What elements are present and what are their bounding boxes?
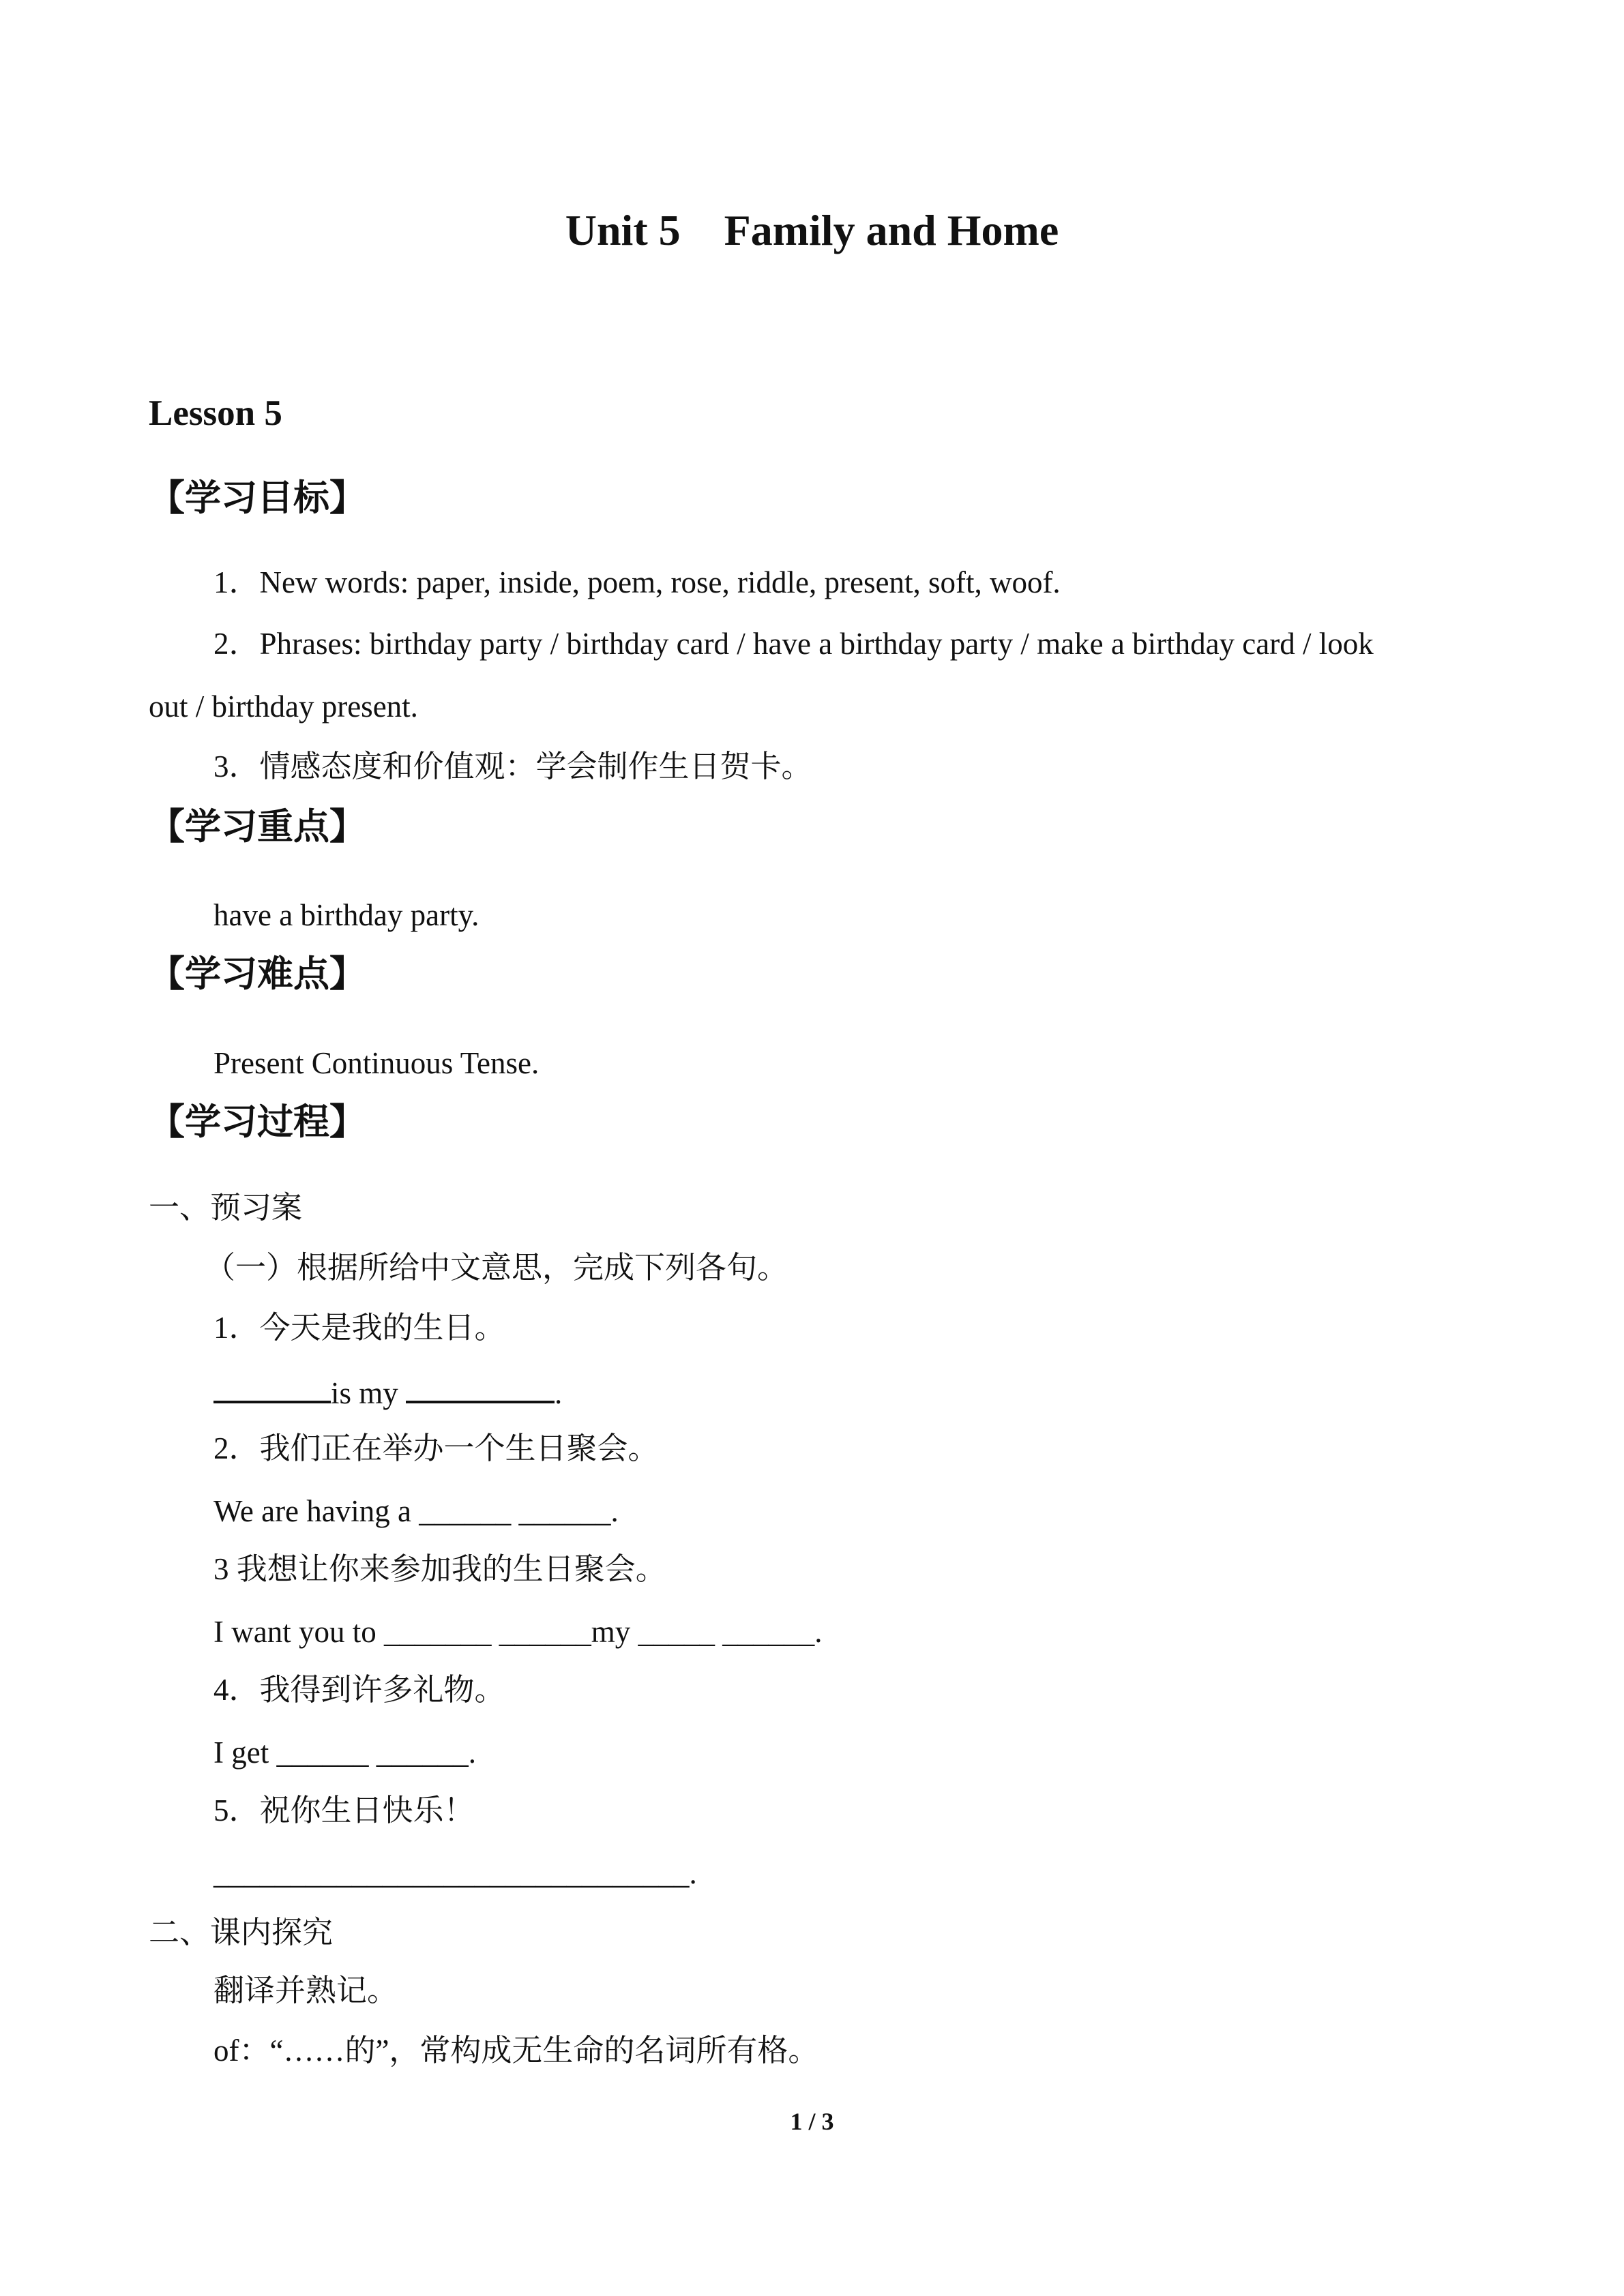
objective-item: 1．New words: paper, inside, poem, rose, riddle, present, soft, woof. bbox=[213, 565, 1061, 599]
difficulties-heading: 【学习难点】 bbox=[149, 955, 366, 994]
key-points-text: have a birthday party. bbox=[213, 898, 479, 932]
preview-part-title: 一、预习案 bbox=[149, 1191, 303, 1225]
answer-blank[interactable] bbox=[213, 1371, 331, 1403]
question-1-chinese: 1．今天是我的生日。 bbox=[213, 1311, 505, 1345]
question-4-english: I get ______ ______. bbox=[213, 1735, 476, 1770]
process-heading: 【学习过程】 bbox=[149, 1103, 366, 1142]
inquiry-instruction: 翻译并熟记。 bbox=[213, 1973, 398, 2008]
objective-item: 3．情感态度和价值观：学会制作生日贺卡。 bbox=[213, 749, 812, 784]
question-2-chinese: 2．我们正在举办一个生日聚会。 bbox=[213, 1431, 659, 1465]
objective-item: 2．Phrases: birthday party / birthday card / have a birthday party / make a birthday card / look bbox=[213, 627, 1374, 661]
objective-item-continued: out / birthday present. bbox=[149, 689, 418, 724]
preview-instruction: （一）根据所给中文意思，完成下列各句。 bbox=[205, 1251, 788, 1285]
question-5-chinese: 5．祝你生日快乐！ bbox=[213, 1793, 475, 1828]
page-title: Unit 5 Family and Home bbox=[565, 206, 1059, 254]
question-1-english bbox=[213, 1371, 562, 1414]
objectives-heading: 【学习目标】 bbox=[149, 479, 366, 518]
question-1-text: is my bbox=[331, 1376, 398, 1410]
question-5-english: _______________________________. bbox=[213, 1856, 697, 1890]
inquiry-part-title: 二、课内探究 bbox=[149, 1915, 334, 1950]
question-4-chinese: 4．我得到许多礼物。 bbox=[213, 1673, 505, 1707]
question-2-english: We are having a ______ ______. bbox=[213, 1494, 619, 1528]
inquiry-note: of：“……的”，常构成无生命的名词所有格。 bbox=[213, 2033, 819, 2068]
question-1-period: . bbox=[555, 1376, 563, 1410]
key-points-heading: 【学习重点】 bbox=[149, 807, 366, 847]
difficulties-text: Present Continuous Tense. bbox=[213, 1046, 540, 1080]
question-3-english: I want you to _______ ______my _____ ______. bbox=[213, 1615, 823, 1649]
lesson-heading: Lesson 5 bbox=[149, 393, 282, 433]
question-3-chinese: 3 我想让你来参加我的生日聚会。 bbox=[213, 1552, 666, 1586]
answer-blank[interactable] bbox=[406, 1371, 555, 1403]
page-number: 1 / 3 bbox=[790, 2108, 834, 2135]
